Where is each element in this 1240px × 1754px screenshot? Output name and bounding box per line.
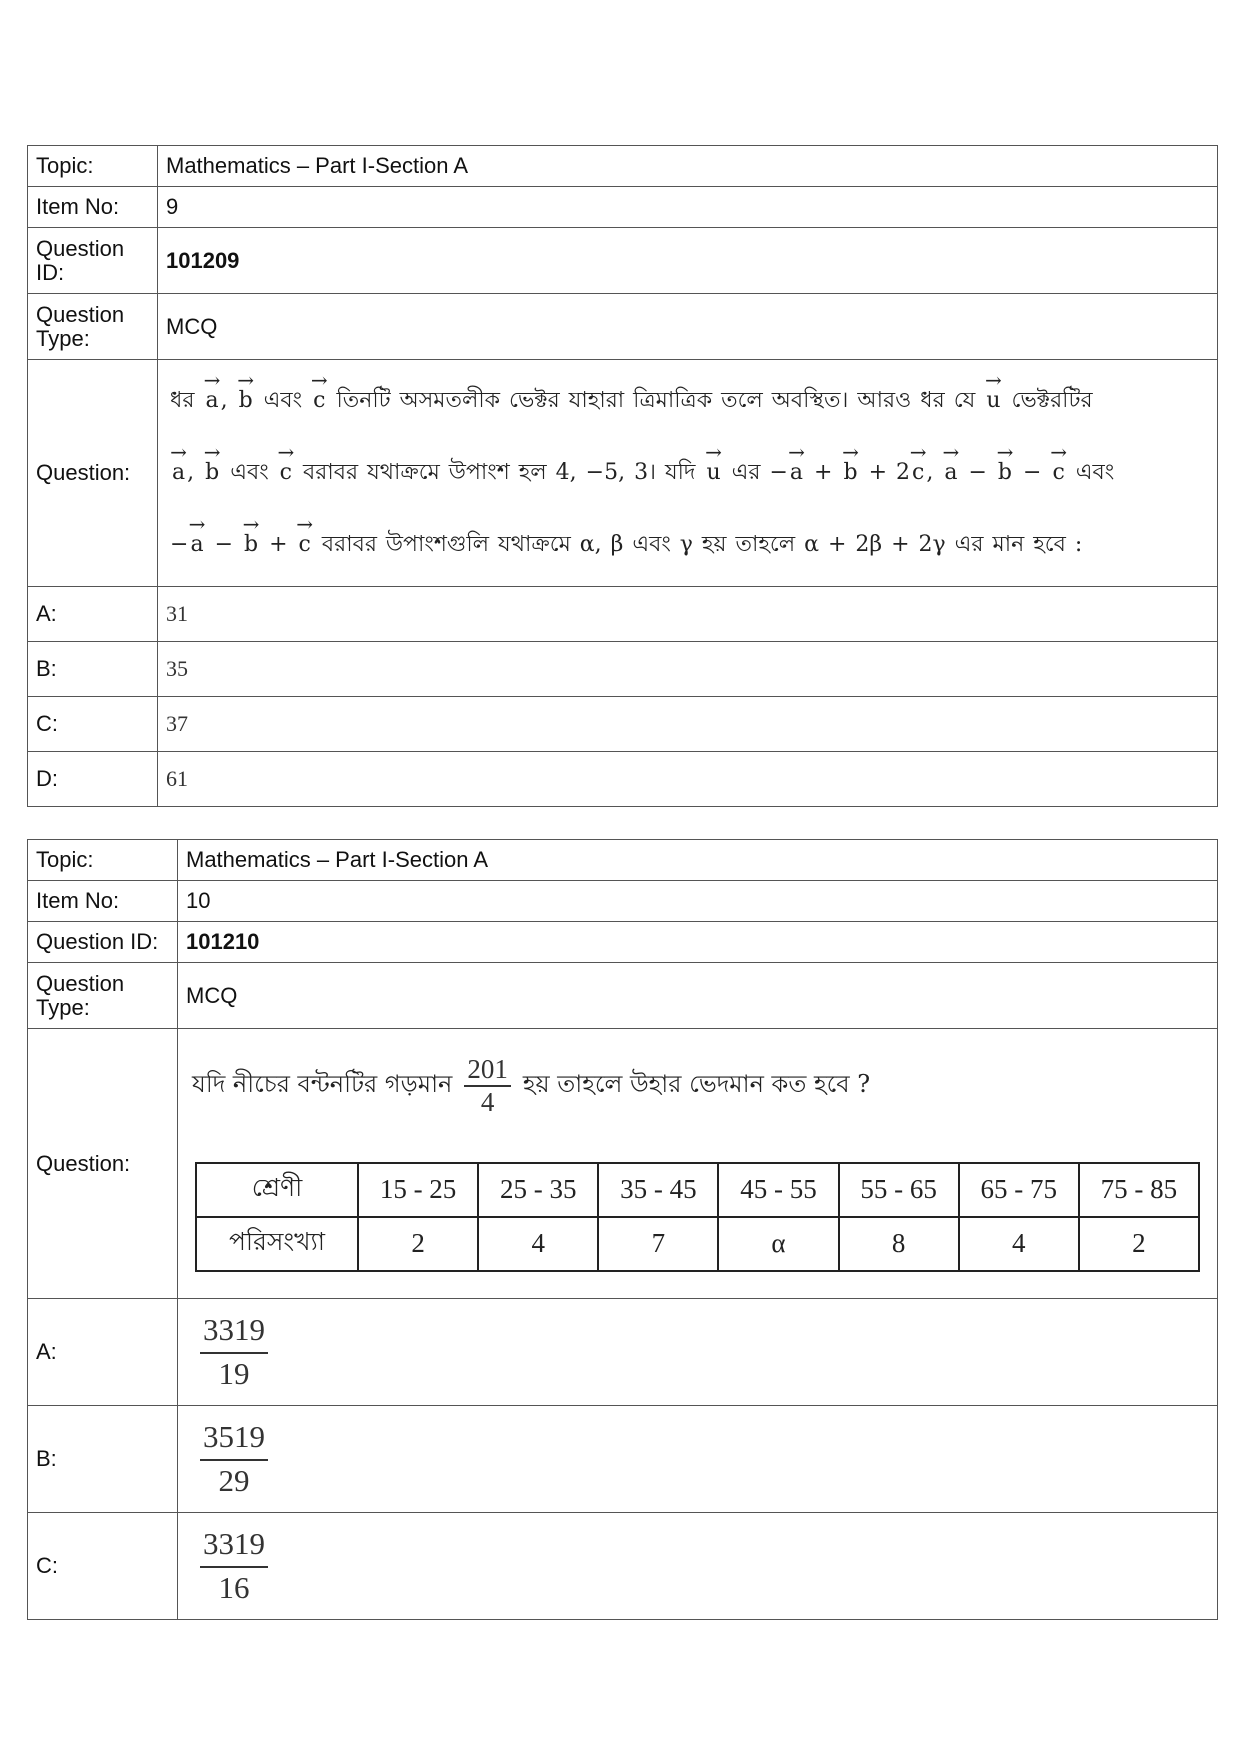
item-no-value: 10 bbox=[178, 881, 1218, 922]
option-c-label: C: bbox=[28, 697, 158, 752]
option-a-value: 31 bbox=[158, 587, 1218, 642]
text-line1-mid: তিনটি অসমতলীক ভেক্টর যাহারা ত্রিমাত্রিক তলে অবস্থিত। আরও ধর যে bbox=[336, 388, 976, 413]
vector-a: → a bbox=[188, 534, 205, 556]
option-b-fraction bbox=[200, 1419, 268, 1499]
question-type-label: Question Type: bbox=[28, 963, 178, 1029]
question-text bbox=[158, 360, 1218, 587]
option-c-value bbox=[178, 1513, 1218, 1620]
frequency-cell: 8 bbox=[839, 1217, 959, 1271]
question-type-label: Question Type: bbox=[28, 294, 158, 360]
minus-sign: − bbox=[769, 460, 788, 485]
coefficient-two: 2 bbox=[896, 460, 911, 485]
mean-fraction bbox=[464, 1054, 511, 1118]
text-line1-end: ভেক্টরটির bbox=[1011, 388, 1093, 413]
class-cell: 65 - 75 bbox=[959, 1163, 1079, 1217]
question-card-10 bbox=[27, 839, 1218, 1620]
item-no-value: 9 bbox=[158, 187, 1218, 228]
minus-sign: − bbox=[968, 460, 987, 485]
plus-sign: + bbox=[868, 460, 888, 485]
frequency-cell: α bbox=[718, 1217, 838, 1271]
minus-sign: − bbox=[214, 532, 233, 557]
class-cell: 55 - 65 bbox=[839, 1163, 959, 1217]
vector-a: → a bbox=[788, 462, 805, 484]
vector-b: → b bbox=[203, 462, 221, 484]
topic-value: Mathematics – Part I-Section A bbox=[178, 840, 1218, 881]
question-id-label: Question ID: bbox=[28, 228, 158, 294]
mean-denominator: 4 bbox=[480, 1086, 495, 1117]
vector-a: → a bbox=[203, 390, 220, 412]
option-d-value: 61 bbox=[158, 752, 1218, 807]
stem-pre: যদি নীচের বন্টনটির গড়মান bbox=[192, 1069, 453, 1098]
text-ebong: এবং bbox=[1075, 460, 1115, 485]
text-er: এর bbox=[731, 460, 761, 485]
topic-value: Mathematics – Part I-Section A bbox=[158, 146, 1218, 187]
vector-b: → b bbox=[242, 534, 260, 556]
option-a-denominator: 19 bbox=[218, 1356, 250, 1391]
distribution-table bbox=[195, 1162, 1200, 1272]
text-ebong: এবং bbox=[230, 460, 269, 485]
option-c-fraction bbox=[200, 1526, 268, 1606]
question-card-9 bbox=[27, 145, 1218, 807]
class-cell: 75 - 85 bbox=[1079, 1163, 1199, 1217]
option-a-label: A: bbox=[28, 587, 158, 642]
frequency-cell: 2 bbox=[358, 1217, 478, 1271]
class-header: শ্রেণী bbox=[196, 1163, 358, 1217]
item-no-label: Item No: bbox=[28, 187, 158, 228]
item-no-label: Item No: bbox=[28, 881, 178, 922]
vector-a: → a bbox=[942, 462, 959, 484]
vector-c: → c bbox=[1050, 462, 1066, 484]
option-b-value bbox=[178, 1406, 1218, 1513]
option-b-value: 35 bbox=[158, 642, 1218, 697]
topic-label: Topic: bbox=[28, 146, 158, 187]
question-id-label: Question ID: bbox=[28, 922, 178, 963]
question-label: Question: bbox=[28, 360, 158, 587]
class-cell: 25 - 35 bbox=[478, 1163, 598, 1217]
question-line-3 bbox=[170, 509, 1205, 581]
vector-c: → c bbox=[311, 390, 327, 412]
text-line3-end: বরাবর উপাংশগুলি যথাক্রমে α, β এবং γ হয় তাহলে α + 2β + 2γ এর মান হবে : bbox=[321, 532, 1083, 557]
option-d-label: D: bbox=[28, 752, 158, 807]
vector-a: → a bbox=[170, 462, 187, 484]
question-body bbox=[166, 365, 1209, 581]
question-line-1 bbox=[170, 365, 1205, 437]
minus-sign: − bbox=[170, 532, 189, 557]
vector-c: → c bbox=[910, 462, 926, 484]
topic-label: Topic: bbox=[28, 840, 178, 881]
mean-numerator: 201 bbox=[464, 1054, 511, 1087]
question-type-value: MCQ bbox=[158, 294, 1218, 360]
question-type-value: MCQ bbox=[178, 963, 1218, 1029]
option-a-numerator: 3319 bbox=[200, 1312, 268, 1354]
frequency-header: পরিসংখ্যা bbox=[196, 1217, 358, 1271]
option-b-label: B: bbox=[28, 642, 158, 697]
plus-sign: + bbox=[814, 460, 833, 485]
class-row bbox=[196, 1163, 1199, 1217]
option-c-label: C: bbox=[28, 1513, 178, 1620]
option-b-label: B: bbox=[28, 1406, 178, 1513]
class-cell: 35 - 45 bbox=[598, 1163, 718, 1217]
plus-sign: + bbox=[269, 532, 288, 557]
option-c-denominator: 16 bbox=[218, 1570, 250, 1605]
minus-sign: − bbox=[1023, 460, 1042, 485]
question-id-value: 101209 bbox=[158, 228, 1218, 294]
question-text bbox=[178, 1029, 1218, 1299]
frequency-cell: 4 bbox=[478, 1217, 598, 1271]
option-c-value: 37 bbox=[158, 697, 1218, 752]
stem-post: হয় তাহলে উহার ভেদমান কত হবে ? bbox=[522, 1069, 871, 1098]
text-dhara: ধর bbox=[170, 388, 195, 413]
class-cell: 45 - 55 bbox=[718, 1163, 838, 1217]
text-ebong: এবং bbox=[263, 388, 303, 413]
question-label: Question: bbox=[28, 1029, 178, 1299]
option-b-numerator: 3519 bbox=[200, 1419, 268, 1461]
vector-b: → b bbox=[237, 390, 255, 412]
vector-c: → c bbox=[278, 462, 294, 484]
frequency-cell: 2 bbox=[1079, 1217, 1199, 1271]
vector-b: → b bbox=[996, 462, 1014, 484]
vector-u: → u bbox=[704, 462, 722, 484]
frequency-row bbox=[196, 1217, 1199, 1271]
option-c-numerator: 3319 bbox=[200, 1526, 268, 1568]
question-line-2 bbox=[170, 437, 1205, 509]
comma: , bbox=[187, 460, 195, 485]
class-cell: 15 - 25 bbox=[358, 1163, 478, 1217]
vector-c: → c bbox=[297, 534, 313, 556]
question-id-value: 101210 bbox=[178, 922, 1218, 963]
frequency-cell: 7 bbox=[598, 1217, 718, 1271]
comma: , bbox=[926, 460, 934, 485]
option-a-fraction bbox=[200, 1312, 268, 1392]
comma: , bbox=[220, 388, 228, 413]
question-stem bbox=[192, 1054, 1209, 1118]
option-a-value bbox=[178, 1299, 1218, 1406]
option-a-label: A: bbox=[28, 1299, 178, 1406]
option-b-denominator: 29 bbox=[218, 1463, 250, 1498]
vector-u: → u bbox=[984, 390, 1002, 412]
vector-b: → b bbox=[841, 462, 859, 484]
frequency-cell: 4 bbox=[959, 1217, 1079, 1271]
text-line2-mid: বরাবর যথাক্রমে উপাংশ হল 4, −5, 3। যদি bbox=[303, 460, 696, 485]
